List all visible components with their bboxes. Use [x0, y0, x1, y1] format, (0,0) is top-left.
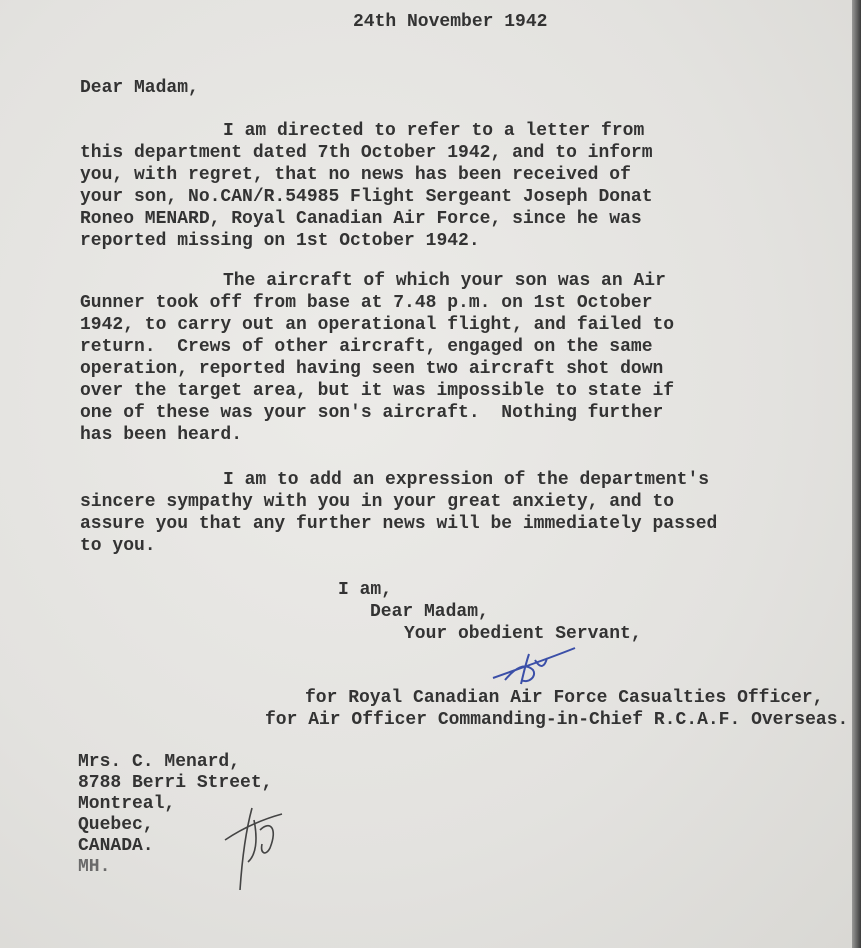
letter-date: 24th November 1942	[353, 12, 548, 32]
text-line: your son, No.CAN/R.54985 Flight Sergeant Joseph Donat	[80, 187, 653, 207]
paragraph-1	[80, 120, 653, 252]
signatory-line: for Air Officer Commanding-in-Chief R.C.A.F. Overseas.	[265, 710, 849, 730]
text-line: sincere sympathy with you in your great anxiety, and to	[80, 492, 675, 512]
address-line: CANADA.	[78, 836, 154, 856]
closing-line: Your obedient Servant,	[404, 624, 642, 644]
address-line: MH.	[78, 857, 111, 877]
page-edge-shadow	[852, 0, 861, 948]
paragraph-2	[80, 270, 674, 446]
address-line: 8788 Berri Street,	[78, 773, 273, 793]
text-line: assure you that any further news will be immediately passed	[80, 514, 718, 534]
text-line: Roneo MENARD, Royal Canadian Air Force, since he was	[80, 209, 642, 229]
text-line: one of these was your son's aircraft. Nothing further	[80, 403, 664, 423]
initials-signature	[220, 800, 295, 895]
text-line: return. Crews of other aircraft, engaged on the same	[80, 337, 653, 357]
text-line: reported missing on 1st October 1942.	[80, 231, 480, 251]
text-line: I am directed to refer to a letter from	[223, 121, 645, 141]
address-line: Montreal,	[78, 794, 176, 814]
address-line: Mrs. C. Menard,	[78, 752, 241, 772]
text-line: over the target area, but it was impossible to state if	[80, 381, 675, 401]
paragraph-3	[80, 469, 717, 557]
signature-blue	[485, 640, 585, 686]
text-line: I am to add an expression of the department's	[223, 470, 710, 490]
closing-line: Dear Madam,	[370, 602, 489, 622]
text-line: operation, reported having seen two aircraft shot down	[80, 359, 664, 379]
address-line: Quebec,	[78, 815, 154, 835]
salutation: Dear Madam,	[80, 78, 199, 98]
text-line: you, with regret, that no news has been received of	[80, 165, 631, 185]
signatory-line: for Royal Canadian Air Force Casualties Officer,	[305, 688, 824, 708]
text-line: Gunner took off from base at 7.48 p.m. on 1st October	[80, 293, 653, 313]
closing-line: I am,	[338, 580, 393, 600]
text-line: The aircraft of which your son was an Air	[223, 271, 666, 291]
text-line: 1942, to carry out an operational flight, and failed to	[80, 315, 675, 335]
text-line: to you.	[80, 536, 156, 556]
text-line: this department dated 7th October 1942, and to inform	[80, 143, 653, 163]
text-line: has been heard.	[80, 425, 243, 445]
